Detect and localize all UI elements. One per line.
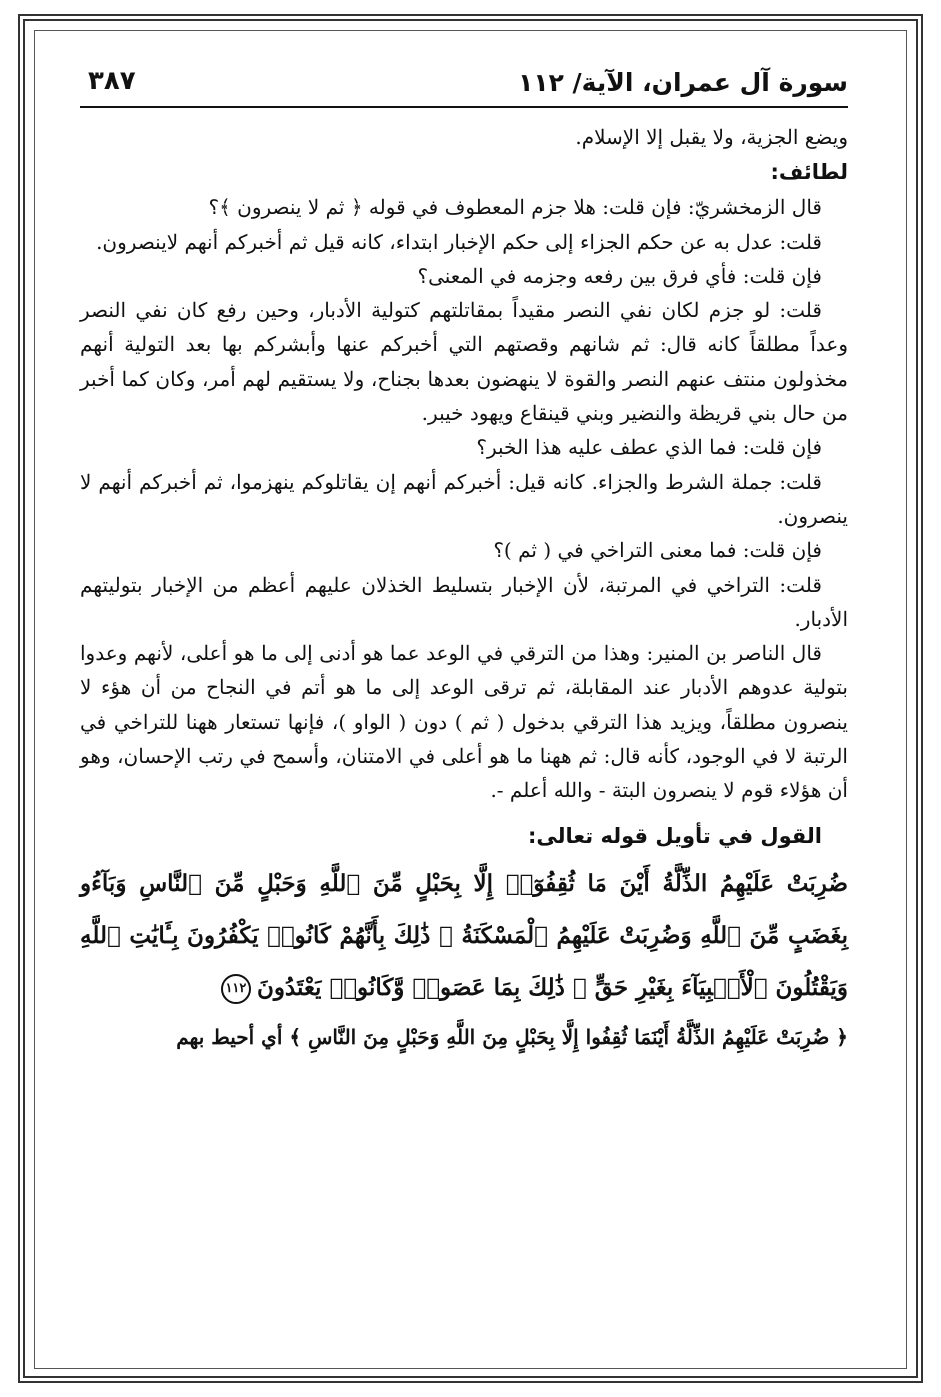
paragraph: ﴿ ضُرِبَتْ عَلَيْهِمُ الذِّلَّةُ أَيْنَمَا ثُقِفُوا إِلَّا بِحَبْلٍ مِنَ اللَّهِ وَحَبْلٍ مِنَ النَّاسِ ﴾ أي أحيط بهم — [176, 1024, 848, 1049]
quran-verse — [80, 858, 848, 1014]
paragraph: قلت: التراخي في المرتبة، لأن الإخبار بتسليط الخذلان عليهم أعظم من الإخبار بتوليتهم الأدبار. — [80, 572, 848, 631]
section-heading-lataif: لطائف: — [770, 160, 848, 185]
paragraph: قلت: لو جزم لكان نفي النصر مقيداً بمقاتلتهم كتولية الأدبار، وحين رفع كان نفي النصر وعداً مطلقاً كانه قال: ثم شانهم وقصتهم التي أخبركم عنها وأبشركم بها بعد التولية أنهم مخذولون منتف عنهم النصر والقوة لا ينهضون بعدها بجناح، ولا يستقيم لهم أمر، وكان كما أخبر من حال بني قريظة والنضير وبني قينقاع ويهود خيبر. — [80, 298, 848, 426]
paragraph: قال الناصر بن المنير: وهذا من الترقي في الوعد عما هو أدنى إلى ما هو أعلى، لأنهم وعدوا بتولية عدوهم الأدبار عند المقابلة، ثم ترقى الوعد إلى ما هو أتم في النجاح من أن هؤء لا ينصرون مطلقاً، ويزيد هذا الترقي بدخول ( ثم ) دون ( الواو )، فإنها تستعار ههنا للتراخي في الرتبة لا في الوجود، كأنه قال: ثم ههنا ما هو أعلى في الامتنان، وأسمح في رتب الإحسان، وهو أن هؤلاء قوم لا ينصرون البتة - والله أعلم -. — [80, 641, 848, 803]
paragraph: فإن قلت: فأي فرق بين رفعه وجزمه في المعنى؟ — [417, 263, 822, 288]
book-page — [80, 62, 848, 1352]
paragraph: فإن قلت: فما معنى التراخي في ( ثم )؟ — [493, 538, 822, 563]
paragraph: قلت: جملة الشرط والجزاء. كانه قيل: أخبركم أنهم إن يقاتلوكم ينهزموا، ثم أخبركم أنهم لا ينصرون. — [80, 469, 848, 528]
paragraph: فإن قلت: فما الذي عطف عليه هذا الخبر؟ — [476, 435, 822, 460]
verse-number-marker: ١١٢ — [221, 974, 251, 1004]
quran-verse-text: ضُرِبَتْ عَلَيْهِمُ الذِّلَّةُ أَيْنَ مَا ثُقِفُوٓا۟ إِلَّا بِحَبْلٍ مِّنَ ٱللَّهِ وَحَبْلٍ مِّنَ ٱلنَّاسِ وَبَآءُو بِغَضَبٍ مِّنَ ٱللَّهِ وَضُرِبَتْ عَلَيْهِمُ ٱلْمَسْكَنَةُ ۚ ذَٰلِكَ بِأَنَّهُمْ كَانُوا۟ يَكْفُرُونَ بِـَٔايَٰتِ ٱللَّهِ وَيَقْتُلُونَ ٱلْأَنۢبِيَآءَ بِغَيْرِ حَقٍّ ۚ ذَٰلِكَ بِمَا عَصَوا۟ وَّكَانُوا۟ يَعْتَدُونَ — [80, 869, 848, 1001]
page-body — [80, 120, 848, 1054]
page-number: ٣٨٧ — [88, 66, 136, 96]
paragraph: ويضع الجزية، ولا يقبل إلا الإسلام. — [575, 125, 848, 149]
running-header — [80, 62, 848, 108]
section-heading-qawl: القول في تأويل قوله تعالى: — [528, 823, 822, 848]
paragraph: قال الزمخشريّ: فإن قلت: هلا جزم المعطوف في قوله ﴿ ثم لا ينصرون ﴾؟ — [208, 195, 822, 220]
paragraph: قلت: عدل به عن حكم الجزاء إلى حكم الإخبار ابتداء، كانه قيل ثم أخبركم أنهم لاينصرون. — [96, 229, 822, 254]
running-header-title: سورة آل عمران، الآية/ ١١٢ — [518, 68, 848, 97]
